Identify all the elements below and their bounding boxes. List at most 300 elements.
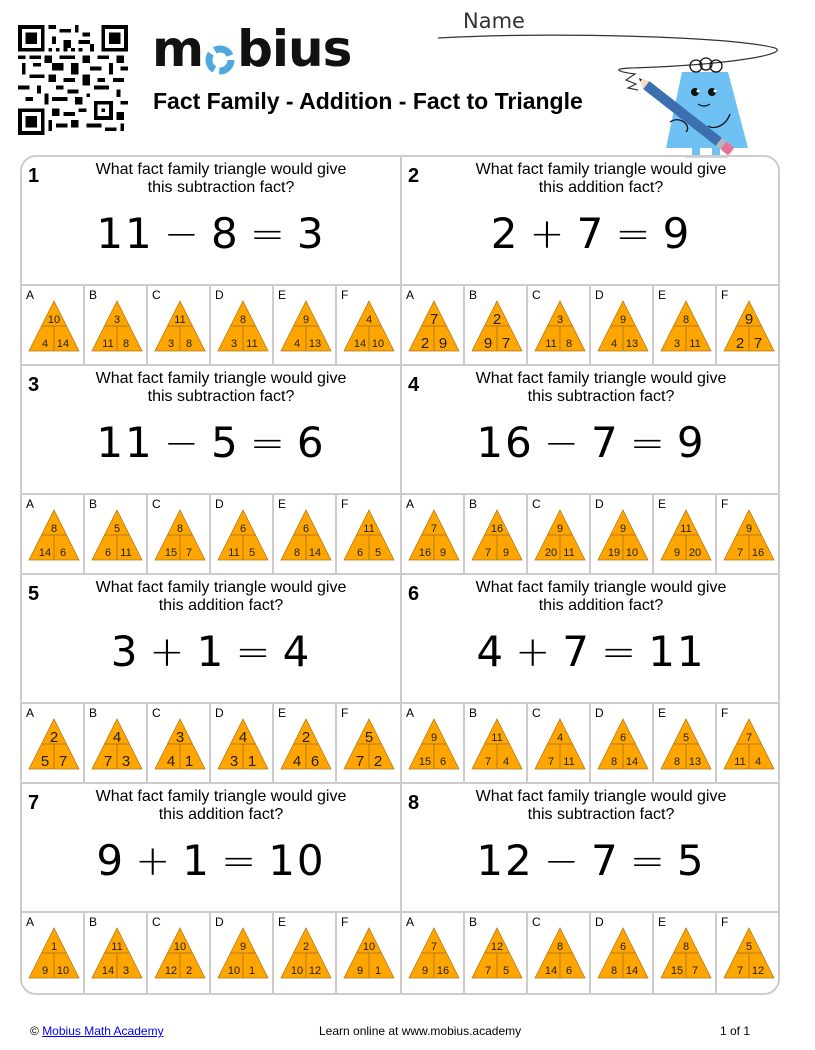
choice-letter: F (721, 497, 729, 511)
choice-letter: C (532, 706, 541, 720)
answer-choice-f[interactable] (717, 495, 780, 573)
problem-number: 6 (408, 583, 420, 605)
problem-equation (22, 209, 400, 258)
answer-choice-e[interactable] (654, 286, 717, 364)
copyright (30, 1024, 164, 1038)
svg-text:4: 4 (610, 338, 618, 350)
problem-card-1 (22, 157, 402, 366)
choice-letter: C (152, 915, 161, 929)
svg-text:8: 8 (610, 756, 618, 768)
answer-choice-d[interactable] (211, 495, 274, 573)
problem-question (82, 161, 400, 197)
choice-letter: E (278, 288, 287, 302)
choice-letter: D (215, 288, 224, 302)
equals-sign: = (249, 209, 287, 258)
svg-text:7: 7 (753, 335, 763, 352)
answer-choice-e[interactable] (274, 495, 337, 573)
svg-text:12: 12 (164, 965, 178, 977)
svg-text:16: 16 (418, 547, 432, 559)
fact-triangle-icon (660, 927, 712, 979)
fact-triangle-icon (408, 509, 460, 561)
svg-text:7: 7 (736, 547, 744, 559)
svg-text:9: 9 (41, 965, 49, 977)
equals-sign: = (629, 418, 667, 467)
answer-choice-c[interactable] (528, 286, 591, 364)
equals-sign: = (601, 627, 639, 676)
answer-choice-b[interactable] (465, 286, 528, 364)
fact-triangle-icon (28, 300, 80, 352)
svg-text:19: 19 (607, 547, 621, 559)
problem-equation (22, 418, 400, 467)
answer-choice-a[interactable] (22, 495, 85, 573)
svg-text:10: 10 (173, 941, 187, 953)
problem-number: 2 (408, 165, 420, 187)
choice-letter: C (152, 706, 161, 720)
answer-choice-a[interactable] (402, 495, 465, 573)
svg-text:9: 9 (744, 311, 754, 328)
answer-choice-c[interactable] (148, 495, 211, 573)
answer-choice-d[interactable] (591, 704, 654, 782)
question-line-1: What fact family triangle would give (95, 579, 347, 596)
mascot-illustration (430, 30, 790, 158)
svg-text:5: 5 (502, 965, 510, 977)
answer-choice-b[interactable] (85, 286, 148, 364)
choice-letter: A (406, 288, 415, 302)
logo-text-m: m (152, 20, 204, 78)
question-line-2: this addition fact? (538, 597, 664, 614)
svg-text:7: 7 (103, 753, 113, 770)
answer-choice-d[interactable] (591, 495, 654, 573)
svg-text:1: 1 (248, 965, 256, 977)
fact-triangle-icon (408, 927, 460, 979)
fact-triangle-icon (217, 509, 269, 561)
answer-choice-f[interactable] (717, 704, 780, 782)
svg-text:8: 8 (682, 941, 690, 953)
answer-choice-b[interactable] (85, 495, 148, 573)
fact-triangle-icon (597, 927, 649, 979)
svg-text:5: 5 (364, 729, 374, 746)
answer-choices (22, 493, 400, 573)
answer-choice-f[interactable] (337, 704, 400, 782)
svg-text:9: 9 (239, 941, 247, 953)
svg-text:16: 16 (436, 965, 450, 977)
choice-letter: D (595, 915, 604, 929)
qr-code (18, 25, 128, 135)
question-line-2: this addition fact? (158, 806, 284, 823)
svg-text:14: 14 (38, 547, 52, 559)
fact-triangle-icon (723, 509, 775, 561)
choice-letter: C (152, 288, 161, 302)
svg-text:1: 1 (184, 753, 194, 770)
operand-b: 7 (562, 627, 591, 676)
choice-letter: A (26, 497, 35, 511)
operator: + (149, 627, 187, 676)
question-line-2: this addition fact? (158, 597, 284, 614)
answer-choice-d[interactable] (591, 286, 654, 364)
svg-text:2: 2 (735, 335, 745, 352)
choice-letter: B (469, 706, 478, 720)
svg-text:7: 7 (484, 756, 492, 768)
svg-text:11: 11 (174, 314, 186, 326)
fact-triangle-icon (154, 718, 206, 770)
svg-text:6: 6 (302, 523, 310, 535)
problem-card-4 (402, 366, 780, 575)
answer-choice-e[interactable] (654, 913, 717, 993)
result: 4 (282, 627, 312, 676)
choice-letter: E (278, 915, 287, 929)
svg-text:8: 8 (682, 314, 690, 326)
mobius-logo (152, 20, 352, 78)
choice-letter: B (469, 288, 478, 302)
operator: + (515, 627, 553, 676)
question-line-1: What fact family triangle would give (475, 788, 727, 805)
svg-text:2: 2 (185, 965, 193, 977)
fact-triangle-icon (471, 718, 523, 770)
answer-choice-e[interactable] (274, 286, 337, 364)
equals-sign: = (615, 209, 653, 258)
question-line-1: What fact family triangle would give (95, 788, 347, 805)
operand-b: 7 (590, 836, 620, 885)
svg-text:4: 4 (556, 732, 564, 744)
fact-triangle-icon (723, 300, 775, 352)
operand-b: 8 (210, 209, 240, 258)
answer-choice-d[interactable] (211, 704, 274, 782)
result: 11 (648, 627, 706, 676)
svg-text:2: 2 (420, 335, 430, 352)
svg-text:8: 8 (556, 941, 564, 953)
problem-number: 7 (28, 792, 40, 814)
answer-choice-f[interactable] (337, 913, 400, 993)
problem-card-3 (22, 366, 402, 575)
logo-ring-icon (204, 44, 236, 76)
fact-triangle-icon (534, 718, 586, 770)
svg-text:4: 4 (41, 338, 49, 350)
svg-text:11: 11 (491, 732, 503, 744)
svg-text:7: 7 (745, 732, 753, 744)
svg-text:7: 7 (501, 335, 511, 352)
fact-triangle-icon (28, 927, 80, 979)
svg-text:4: 4 (293, 338, 301, 350)
svg-text:15: 15 (670, 965, 684, 977)
mobius-academy-link[interactable]: Mobius Math Academy (42, 1024, 164, 1038)
result: 6 (296, 418, 326, 467)
choice-letter: C (532, 288, 541, 302)
answer-choice-a[interactable] (22, 704, 85, 782)
result: 3 (296, 209, 326, 258)
answer-choice-c[interactable] (148, 704, 211, 782)
problem-card-6 (402, 575, 780, 784)
choice-letter: F (341, 706, 349, 720)
fact-triangle-icon (471, 927, 523, 979)
operator: − (543, 418, 581, 467)
question-line-1: What fact family triangle would give (475, 370, 727, 387)
svg-text:7: 7 (58, 753, 68, 770)
question-line-1: What fact family triangle would give (95, 370, 347, 387)
fact-triangle-icon (343, 509, 395, 561)
choice-letter: C (532, 915, 541, 929)
svg-text:14: 14 (308, 547, 322, 559)
svg-text:11: 11 (246, 338, 258, 350)
question-line-1: What fact family triangle would give (475, 579, 727, 596)
operand-a: 2 (490, 209, 520, 258)
operator: + (135, 836, 173, 885)
svg-text:3: 3 (113, 314, 121, 326)
svg-text:16: 16 (751, 547, 765, 559)
choice-letter: A (26, 915, 35, 929)
svg-text:8: 8 (185, 338, 193, 350)
svg-text:3: 3 (673, 338, 681, 350)
fact-triangle-icon (154, 509, 206, 561)
answer-choice-e[interactable] (274, 704, 337, 782)
operand-a: 4 (476, 627, 506, 676)
result: 5 (676, 836, 706, 885)
fact-triangle-icon (408, 718, 460, 770)
problem-number: 1 (28, 165, 40, 187)
operand-b: 1 (182, 836, 211, 885)
result: 9 (676, 418, 706, 467)
problem-equation (402, 627, 780, 676)
problem-question (82, 370, 400, 406)
choice-letter: E (658, 915, 667, 929)
choice-letter: F (341, 915, 349, 929)
choice-letter: F (341, 288, 349, 302)
answer-choice-c[interactable] (528, 913, 591, 993)
fact-triangle-icon (28, 509, 80, 561)
svg-text:2: 2 (492, 311, 502, 328)
operand-b: 7 (590, 418, 620, 467)
problem-question (462, 161, 780, 197)
svg-text:8: 8 (176, 523, 184, 535)
svg-text:14: 14 (56, 338, 70, 350)
problem-number: 3 (28, 374, 40, 396)
fact-triangle-icon (534, 509, 586, 561)
answer-choice-a[interactable] (22, 286, 85, 364)
answer-choice-d[interactable] (211, 913, 274, 993)
svg-text:10: 10 (47, 314, 61, 326)
problem-number: 5 (28, 583, 40, 605)
answer-choice-b[interactable] (85, 704, 148, 782)
answer-choice-a[interactable] (402, 913, 465, 993)
answer-choice-b[interactable] (465, 495, 528, 573)
choice-letter: D (215, 706, 224, 720)
fact-triangle-icon (154, 300, 206, 352)
svg-text:11: 11 (563, 547, 575, 559)
svg-text:8: 8 (50, 523, 58, 535)
answer-choice-f[interactable] (337, 495, 400, 573)
fact-triangle-icon (660, 300, 712, 352)
choice-letter: C (532, 497, 541, 511)
svg-text:7: 7 (185, 547, 193, 559)
answer-choice-d[interactable] (591, 913, 654, 993)
choice-letter: F (721, 288, 729, 302)
svg-text:3: 3 (121, 753, 131, 770)
answer-choice-a[interactable] (22, 913, 85, 993)
svg-text:11: 11 (680, 523, 692, 535)
svg-text:9: 9 (619, 523, 627, 535)
fact-triangle-icon (597, 509, 649, 561)
answer-choice-c[interactable] (528, 704, 591, 782)
answer-choice-e[interactable] (654, 704, 717, 782)
answer-choice-f[interactable] (717, 913, 780, 993)
svg-text:14: 14 (544, 965, 558, 977)
fact-triangle-icon (217, 718, 269, 770)
problem-header (22, 784, 400, 911)
equals-sign: = (235, 627, 273, 676)
fact-triangle-icon (343, 718, 395, 770)
svg-text:14: 14 (625, 756, 639, 768)
svg-text:9: 9 (438, 335, 448, 352)
choice-letter: B (89, 497, 98, 511)
svg-text:6: 6 (619, 732, 627, 744)
svg-text:9: 9 (421, 965, 429, 977)
problem-header (402, 575, 780, 702)
problem-equation (22, 627, 400, 676)
page-title: Fact Family - Addition - Fact to Triangle (153, 88, 583, 114)
operand-a: 9 (96, 836, 126, 885)
fact-triangle-icon (534, 927, 586, 979)
svg-text:13: 13 (625, 338, 639, 350)
answer-choice-b[interactable] (85, 913, 148, 993)
fact-triangle-icon (723, 718, 775, 770)
svg-text:11: 11 (120, 547, 132, 559)
choice-letter: B (469, 915, 478, 929)
svg-text:9: 9 (556, 523, 564, 535)
fact-triangle-icon (660, 718, 712, 770)
svg-text:1: 1 (374, 965, 382, 977)
answer-choices (402, 493, 780, 573)
choice-letter: B (89, 706, 98, 720)
svg-text:20: 20 (544, 547, 558, 559)
equals-sign: = (629, 836, 667, 885)
problem-equation (22, 836, 400, 885)
svg-text:5: 5 (682, 732, 690, 744)
problems-grid (20, 155, 780, 995)
svg-text:11: 11 (545, 338, 557, 350)
answer-choice-e[interactable] (274, 913, 337, 993)
fact-triangle-icon (534, 300, 586, 352)
choice-letter: E (278, 706, 287, 720)
answer-choices (402, 911, 780, 993)
svg-text:3: 3 (122, 965, 130, 977)
problem-question (82, 579, 400, 615)
svg-text:14: 14 (101, 965, 115, 977)
problem-card-8 (402, 784, 780, 993)
problem-number: 8 (408, 792, 420, 814)
choice-letter: E (278, 497, 287, 511)
choice-letter: E (658, 706, 667, 720)
fact-triangle-icon (408, 300, 460, 352)
svg-text:11: 11 (689, 338, 701, 350)
operand-b: 5 (210, 418, 240, 467)
svg-text:2: 2 (301, 729, 311, 746)
svg-text:4: 4 (238, 729, 248, 746)
problem-question (462, 788, 780, 824)
answer-choice-c[interactable] (148, 286, 211, 364)
svg-text:10: 10 (362, 941, 376, 953)
svg-text:2: 2 (49, 729, 59, 746)
svg-text:4: 4 (166, 753, 176, 770)
svg-text:8: 8 (565, 338, 573, 350)
result: 9 (662, 209, 692, 258)
problem-card-5 (22, 575, 402, 784)
svg-text:10: 10 (625, 547, 639, 559)
svg-text:5: 5 (40, 753, 50, 770)
problem-question (82, 788, 400, 824)
svg-text:7: 7 (429, 311, 439, 328)
answer-choice-c[interactable] (528, 495, 591, 573)
fact-triangle-icon (280, 718, 332, 770)
fact-triangle-icon (343, 300, 395, 352)
svg-text:12: 12 (490, 941, 504, 953)
choice-letter: D (595, 288, 604, 302)
problem-header (402, 157, 780, 284)
svg-text:3: 3 (230, 338, 238, 350)
fact-triangle-icon (597, 300, 649, 352)
operator: + (529, 209, 567, 258)
answer-choice-f[interactable] (717, 286, 780, 364)
svg-text:15: 15 (164, 547, 178, 559)
choice-letter: D (595, 706, 604, 720)
fact-triangle-icon (471, 300, 523, 352)
fact-triangle-icon (154, 927, 206, 979)
answer-choice-b[interactable] (465, 913, 528, 993)
svg-text:11: 11 (228, 547, 240, 559)
fact-triangle-icon (91, 509, 143, 561)
answer-choices (22, 284, 400, 364)
svg-text:6: 6 (356, 547, 364, 559)
answer-choice-d[interactable] (211, 286, 274, 364)
problem-number: 4 (408, 374, 420, 396)
answer-choice-f[interactable] (337, 286, 400, 364)
svg-text:5: 5 (248, 547, 256, 559)
svg-text:11: 11 (111, 941, 123, 953)
operand-b: 7 (576, 209, 606, 258)
answer-choice-a[interactable] (402, 704, 465, 782)
svg-text:9: 9 (619, 314, 627, 326)
answer-choices (402, 702, 780, 782)
svg-text:7: 7 (430, 523, 438, 535)
svg-text:11: 11 (734, 756, 746, 768)
svg-text:6: 6 (239, 523, 247, 535)
operand-a: 3 (110, 627, 140, 676)
problem-header (402, 366, 780, 493)
answer-choice-a[interactable] (402, 286, 465, 364)
page-indicator: 1 of 1 (720, 1024, 751, 1038)
svg-text:6: 6 (104, 547, 112, 559)
svg-text:9: 9 (356, 965, 364, 977)
svg-text:6: 6 (59, 547, 67, 559)
choice-letter: D (215, 915, 224, 929)
choice-letter: E (658, 288, 667, 302)
svg-text:8: 8 (122, 338, 130, 350)
svg-text:3: 3 (556, 314, 564, 326)
choice-letter: B (469, 497, 478, 511)
fact-triangle-icon (280, 927, 332, 979)
fact-triangle-icon (660, 509, 712, 561)
choice-letter: B (89, 288, 98, 302)
operand-a: 11 (96, 418, 154, 467)
svg-text:4: 4 (365, 314, 373, 326)
answer-choice-e[interactable] (654, 495, 717, 573)
operator: − (163, 209, 201, 258)
answer-choice-b[interactable] (465, 704, 528, 782)
fact-triangle-icon (91, 718, 143, 770)
question-line-2: this subtraction fact? (527, 388, 675, 405)
svg-text:6: 6 (619, 941, 627, 953)
fact-triangle-icon (217, 927, 269, 979)
answer-choice-c[interactable] (148, 913, 211, 993)
choice-letter: D (595, 497, 604, 511)
